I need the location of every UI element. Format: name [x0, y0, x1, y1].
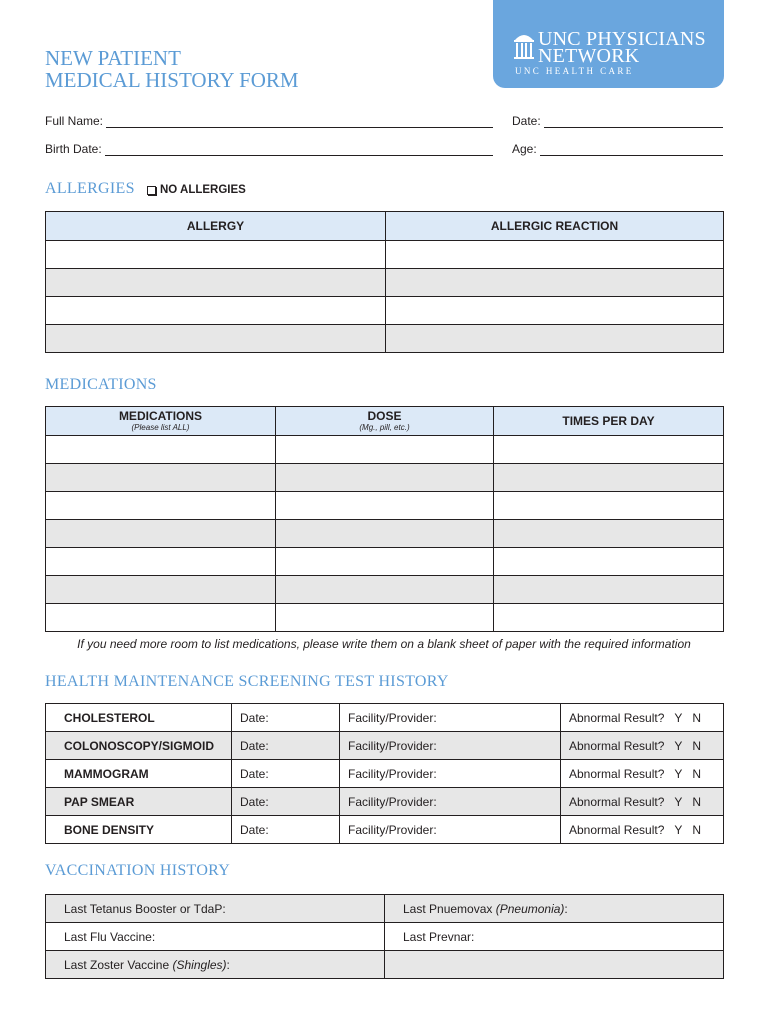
no-option[interactable]: N — [692, 710, 702, 725]
times-cell[interactable] — [494, 436, 724, 464]
yes-option[interactable]: Y — [674, 794, 683, 809]
birth-date-line[interactable] — [105, 143, 493, 156]
table-row — [46, 297, 724, 325]
yes-option[interactable]: Y — [674, 738, 683, 753]
vaccination-heading: VACCINATION HISTORY — [45, 862, 231, 879]
times-cell[interactable] — [494, 548, 724, 576]
medication-cell[interactable] — [46, 520, 276, 548]
screening-heading: HEALTH MAINTENANCE SCREENING TEST HISTORY — [45, 673, 449, 690]
form-title-line1: NEW PATIENT — [45, 46, 181, 70]
facility-cell[interactable]: Facility/Provider: — [340, 760, 561, 788]
dose-cell[interactable] — [276, 520, 494, 548]
dose-column-label: DOSE — [367, 409, 402, 423]
logo-subtext: UNC HEALTH CARE — [515, 66, 634, 76]
medications-column-header — [46, 407, 276, 436]
facility-cell[interactable]: Facility/Provider: — [340, 816, 561, 844]
allergy-cell[interactable] — [46, 241, 386, 269]
medication-cell[interactable] — [46, 576, 276, 604]
no-option[interactable]: N — [692, 794, 702, 809]
reaction-column-header: ALLERGIC REACTION — [386, 212, 724, 241]
date-cell[interactable]: Date: — [232, 732, 340, 760]
form-title-line2: MEDICAL HISTORY FORM — [45, 68, 299, 92]
date-cell[interactable]: Date: — [232, 788, 340, 816]
table-row — [46, 951, 724, 979]
no-allergies-checkbox[interactable] — [147, 184, 246, 196]
prevnar-label: Last Prevnar: — [403, 929, 475, 944]
times-cell[interactable] — [494, 604, 724, 632]
dose-cell[interactable] — [276, 436, 494, 464]
medication-cell[interactable] — [46, 464, 276, 492]
table-row — [46, 325, 724, 353]
medications-heading: MEDICATIONS — [45, 376, 157, 393]
form-title — [45, 47, 299, 91]
pneumovax-label: Last Pnuemovax — [403, 901, 496, 916]
tetanus-cell[interactable] — [46, 895, 385, 923]
yes-option[interactable]: Y — [674, 822, 683, 837]
table-row — [46, 923, 724, 951]
allergies-heading: ALLERGIES — [45, 180, 135, 197]
medication-cell[interactable] — [46, 604, 276, 632]
reaction-cell[interactable] — [386, 269, 724, 297]
age-line[interactable] — [540, 143, 723, 156]
abnormal-label: Abnormal Result? — [569, 794, 665, 809]
times-cell[interactable] — [494, 576, 724, 604]
flu-cell[interactable] — [46, 923, 385, 951]
test-name: PAP SMEAR — [46, 788, 232, 816]
medication-cell[interactable] — [46, 492, 276, 520]
table-row — [46, 604, 724, 632]
medications-table — [45, 406, 724, 632]
test-name: COLONOSCOPY/SIGMOID — [46, 732, 232, 760]
checkbox-icon[interactable] — [147, 186, 156, 195]
abnormal-cell — [561, 816, 724, 844]
vaccination-table — [45, 894, 724, 979]
facility-cell[interactable]: Facility/Provider: — [340, 788, 561, 816]
table-row — [46, 492, 724, 520]
table-row — [46, 704, 724, 732]
test-name: MAMMOGRAM — [46, 760, 232, 788]
table-row — [46, 464, 724, 492]
table-row — [46, 760, 724, 788]
dose-cell[interactable] — [276, 604, 494, 632]
abnormal-label: Abnormal Result? — [569, 738, 665, 753]
table-row — [46, 895, 724, 923]
table-row — [46, 548, 724, 576]
full-name-field[interactable] — [45, 114, 493, 128]
table-row — [46, 520, 724, 548]
birth-date-field[interactable] — [45, 142, 493, 156]
no-allergies-label: NO ALLERGIES — [160, 184, 246, 196]
reaction-cell[interactable] — [386, 297, 724, 325]
allergy-column-header: ALLERGY — [46, 212, 386, 241]
allergy-cell[interactable] — [46, 269, 386, 297]
tetanus-label: Last Tetanus Booster or TdaP: — [64, 901, 226, 916]
times-cell[interactable] — [494, 492, 724, 520]
dose-cell[interactable] — [276, 464, 494, 492]
reaction-cell[interactable] — [386, 325, 724, 353]
dose-column-sub: (Mg., pill, etc.) — [359, 423, 410, 432]
no-option[interactable]: N — [692, 766, 702, 781]
reaction-cell[interactable] — [386, 241, 724, 269]
test-name: BONE DENSITY — [46, 816, 232, 844]
prevnar-cell[interactable] — [385, 923, 724, 951]
dose-column-header — [276, 407, 494, 436]
abnormal-cell — [561, 732, 724, 760]
zoster-note: (Shingles) — [172, 957, 227, 972]
table-row — [46, 576, 724, 604]
date-field[interactable] — [512, 114, 723, 128]
allergies-table — [45, 211, 724, 353]
table-row — [46, 241, 724, 269]
table-row — [46, 732, 724, 760]
allergy-cell[interactable] — [46, 297, 386, 325]
facility-cell[interactable]: Facility/Provider: — [340, 732, 561, 760]
times-cell[interactable] — [494, 520, 724, 548]
zoster-cell[interactable]: Last Zoster Vaccine (Shingles): — [46, 951, 385, 979]
zoster-label: Last Zoster Vaccine — [64, 957, 173, 972]
yes-option[interactable]: Y — [674, 766, 683, 781]
test-name: CHOLESTEROL — [46, 704, 232, 732]
table-row — [46, 436, 724, 464]
medication-cell[interactable] — [46, 548, 276, 576]
no-option[interactable]: N — [692, 822, 702, 837]
abnormal-cell — [561, 704, 724, 732]
date-line[interactable] — [544, 115, 723, 128]
empty-cell[interactable] — [385, 951, 724, 979]
dose-cell[interactable] — [276, 548, 494, 576]
abnormal-label: Abnormal Result? — [569, 766, 665, 781]
full-name-label: Full Name: — [45, 114, 104, 128]
unc-logo-banner — [493, 0, 724, 88]
times-per-day-column-header: TIMES PER DAY — [494, 407, 724, 436]
pneumovax-note: (Pneumonia) — [495, 901, 565, 916]
table-row — [46, 788, 724, 816]
birth-date-label: Birth Date: — [45, 142, 102, 156]
date-cell[interactable]: Date: — [232, 760, 340, 788]
abnormal-cell — [561, 788, 724, 816]
facility-cell[interactable]: Facility/Provider: — [340, 704, 561, 732]
old-well-icon — [513, 30, 535, 62]
flu-label: Last Flu Vaccine: — [64, 929, 156, 944]
medications-column-label: MEDICATIONS — [118, 409, 203, 423]
allergy-cell[interactable] — [46, 325, 386, 353]
table-row — [46, 816, 724, 844]
logo-text-line1: UNC PHYSICIANS — [538, 28, 706, 50]
full-name-line[interactable] — [106, 115, 493, 128]
abnormal-cell — [561, 760, 724, 788]
abnormal-label: Abnormal Result? — [569, 710, 665, 725]
dose-cell[interactable] — [276, 576, 494, 604]
logo-text-line2: NETWORK — [538, 45, 640, 67]
table-row — [46, 269, 724, 297]
medication-cell[interactable] — [46, 436, 276, 464]
pneumovax-cell[interactable]: Last Pnuemovax (Pneumonia): — [385, 895, 724, 923]
age-field[interactable] — [512, 142, 723, 156]
date-cell[interactable]: Date: — [232, 816, 340, 844]
no-option[interactable]: N — [692, 738, 702, 753]
medications-column-sub: (Please list ALL) — [131, 423, 190, 432]
dose-cell[interactable] — [276, 492, 494, 520]
date-cell[interactable]: Date: — [232, 704, 340, 732]
date-label: Date: — [512, 114, 541, 128]
medications-note: If you need more room to list medications, please write them on a blank sheet of paper with the required information — [77, 637, 691, 651]
yes-option[interactable]: Y — [674, 710, 683, 725]
age-label: Age: — [512, 142, 537, 156]
times-cell[interactable] — [494, 464, 724, 492]
abnormal-label: Abnormal Result? — [569, 822, 665, 837]
screening-table — [45, 703, 724, 844]
